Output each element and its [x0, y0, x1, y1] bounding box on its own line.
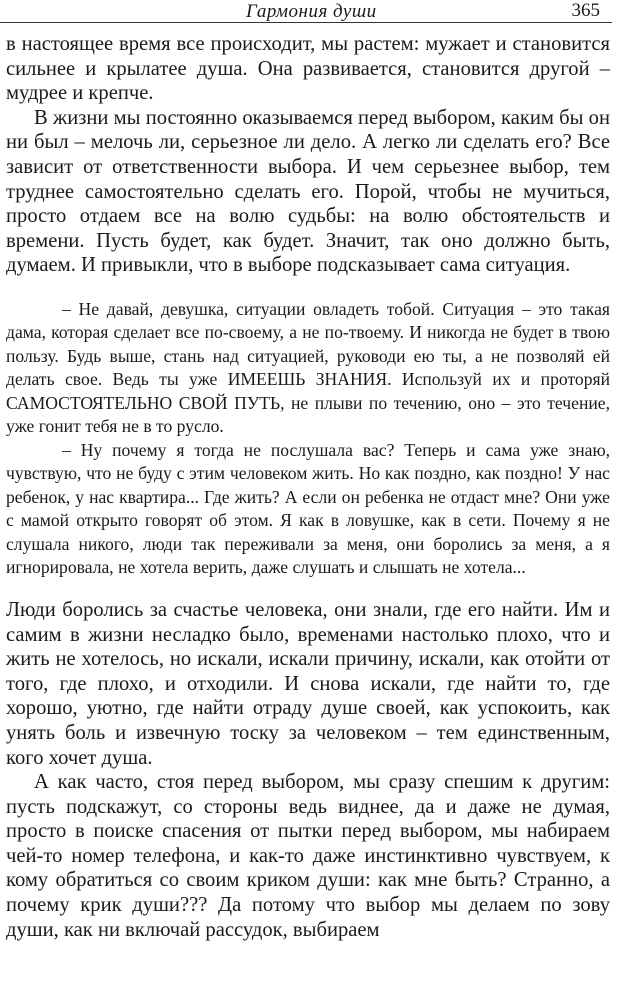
paragraph: А как часто, стоя перед выбором, мы сразу спешим к другим: пусть подскажут, со стороны ведь виднее, да и даже не думая, просто в поиске спасения от пытки перед выбором, мы набираем чей-то номер телефона, и как-то даже инстинктивно чувствуем, к кому обратиться со своим криком души: как мне быть? Странно, а почему крик души??? Да потому что выбор мы делаем по зову души, как ни включай рассудок, выбираем [6, 771, 610, 941]
section-gap [6, 580, 610, 598]
dialogue-line: – Не давай, девушка, ситуации овладеть тобой. Ситуация – это такая дама, которая сделает все по-своему, а не по-твоему. И никогда не будет в твою пользу. Будь выше, стань над ситуацией, руководи ею ты, а не позволяй ей делать свое. Ведь ты уже ИМЕЕШЬ ЗНАНИЯ. Используй их и проторяй САМОСТОЯТЕЛЬНО СВОЙ ПУТЬ, не плыви по течению, оно – это течение, уже гонит тебя не в то русло. [6, 298, 610, 437]
running-title: Гармония души [246, 1, 377, 22]
paragraph: в настоящее время все происходит, мы растем: мужает и становится сильнее и крылатее душа. Она развивается, становится другой – мудрее и крепче. [6, 33, 610, 105]
section-gap [6, 278, 610, 298]
paragraph: В жизни мы постоянно оказываемся перед выбором, каким бы он ни был – мелочь ли, серьезное ли дело. А легко ли сделать его? Все зависит от ответственности выбора. И чем серьезнее выбор, тем труднее самостоятельно сделать его. Порой, чтобы не мучиться, просто отдаем все на волю судьбы: на волю обстоятельств и времени. Пусть будет, как будет. Значит, так оно должно быть, думаем. И привыкли, что в выборе подсказывает сама ситуация. [6, 106, 610, 277]
running-header [0, 0, 612, 23]
body-text [6, 32, 610, 942]
page-number: 365 [571, 0, 600, 21]
paragraph: Люди боролись за счастье человека, они знали, где его найти. Им и самим в жизни несладко было, временами настолько плохо, что и жить не хотелось, но искали, искали причину, искали, как отойти от того, где плохо, и отходили. И снова искали, где найти то, где хорошо, уютно, где найти отраду душе своей, как успокоить, как унять боль и извечную тоску за человеком – тем единственным, кого хочет душа. [6, 598, 610, 769]
dialogue-line: – Ну почему я тогда не послушала вас? Теперь и сама уже знаю, чувствую, что не буду с этим человеком жить. Но как поздно, как поздно! У нас ребенок, у нас квартира... Где жить? А если он ребенка не отдаст мне? Они уже с мамой открыто говорят об этом. Я как в ловушке, как в сети. Почему я не слушала никого, люди так переживали за меня, они боролись за меня, а я игнорировала, не хотела верить, даже слушать и слышать не хотела... [6, 439, 610, 578]
